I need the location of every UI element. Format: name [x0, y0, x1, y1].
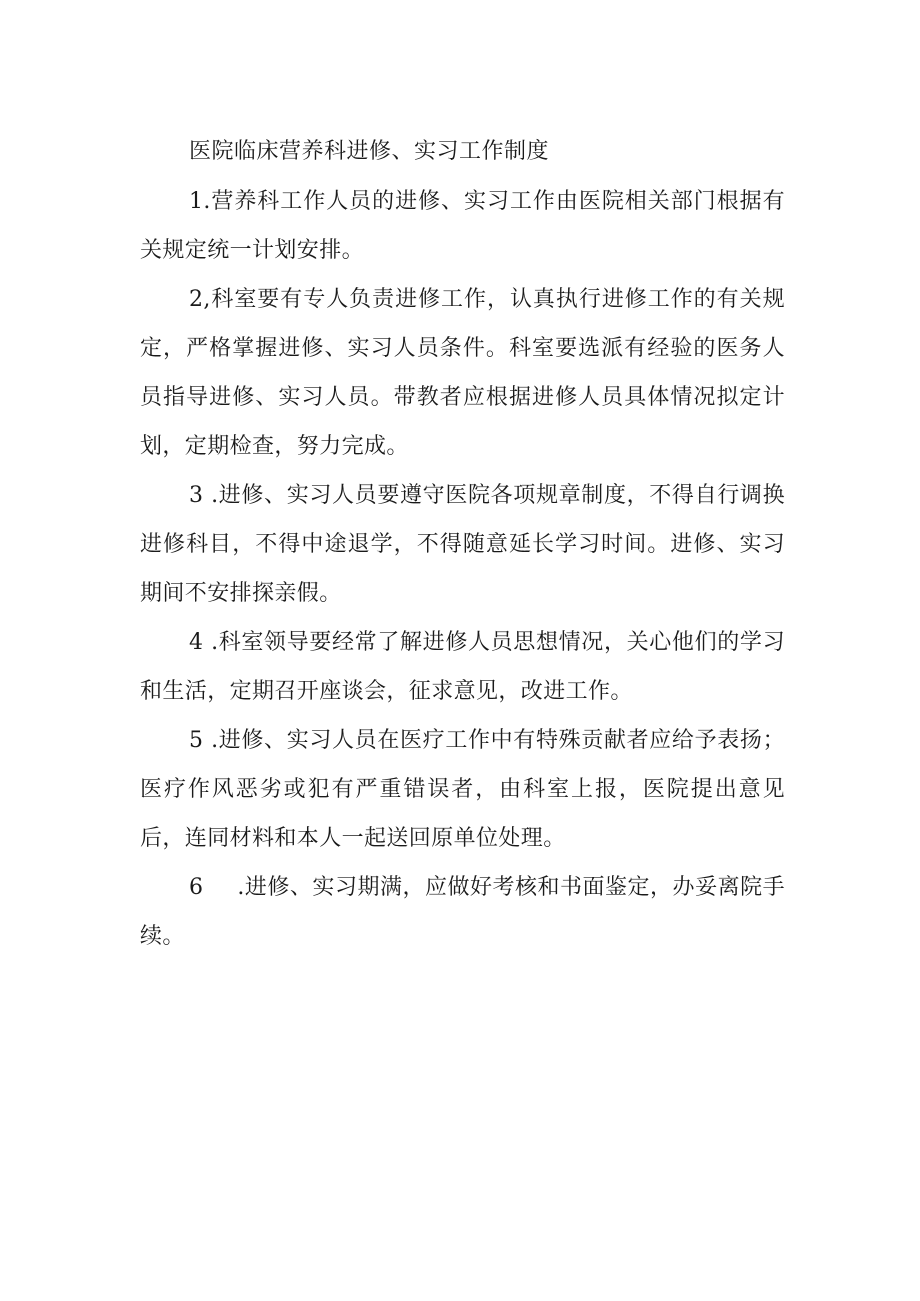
- paragraph-number: 5: [189, 728, 204, 753]
- paragraph-text: 营养科工作人员的进修、实习工作由医院相关部门根据有关规定统一计划安排。: [140, 189, 785, 263]
- paragraph-1: [140, 177, 785, 275]
- paragraph-text: .进修、实习期满，应做好考核和书面鉴定，办妥离院手续。: [140, 875, 785, 949]
- paragraph-number: 6: [189, 875, 204, 900]
- paragraph-2: [140, 275, 785, 471]
- document-page: [140, 128, 785, 961]
- paragraph-text: 科室要有专人负责进修工作，认真执行进修工作的有关规定，严格掌握进修、实习人员条件。科室要选派有经验的医务人员指导进修、实习人员。带教者应根据进修人员具体情况拟定计划，定期检查，努力完成。: [140, 287, 785, 459]
- paragraph-number: 3: [189, 483, 204, 508]
- paragraph-number: 1.: [189, 189, 211, 214]
- paragraph-text: .进修、实习人员在医疗工作中有特殊贡献者应给予表扬；医疗作风恶劣或犯有严重错误者，由科室上报，医院提出意见后，连同材料和本人一起送回原单位处理。: [140, 728, 785, 851]
- paragraph-3: [140, 471, 785, 618]
- paragraph-text: .进修、实习人员要遵守医院各项规章制度，不得自行调换进修科目，不得中途退学，不得随意延长学习时间。进修、实习期间不安排探亲假。: [140, 483, 785, 606]
- document-title: 医院临床营养科进修、实习工作制度: [189, 139, 550, 164]
- paragraph-4: [140, 618, 785, 716]
- paragraph-6: [140, 863, 785, 961]
- paragraph-number: 4: [189, 630, 204, 655]
- paragraph-number: 2,: [189, 287, 211, 312]
- paragraph-5: [140, 716, 785, 863]
- paragraph-text: .科室领导要经常了解进修人员思想情况，关心他们的学习和生活，定期召开座谈会，征求意见，改进工作。: [140, 630, 785, 704]
